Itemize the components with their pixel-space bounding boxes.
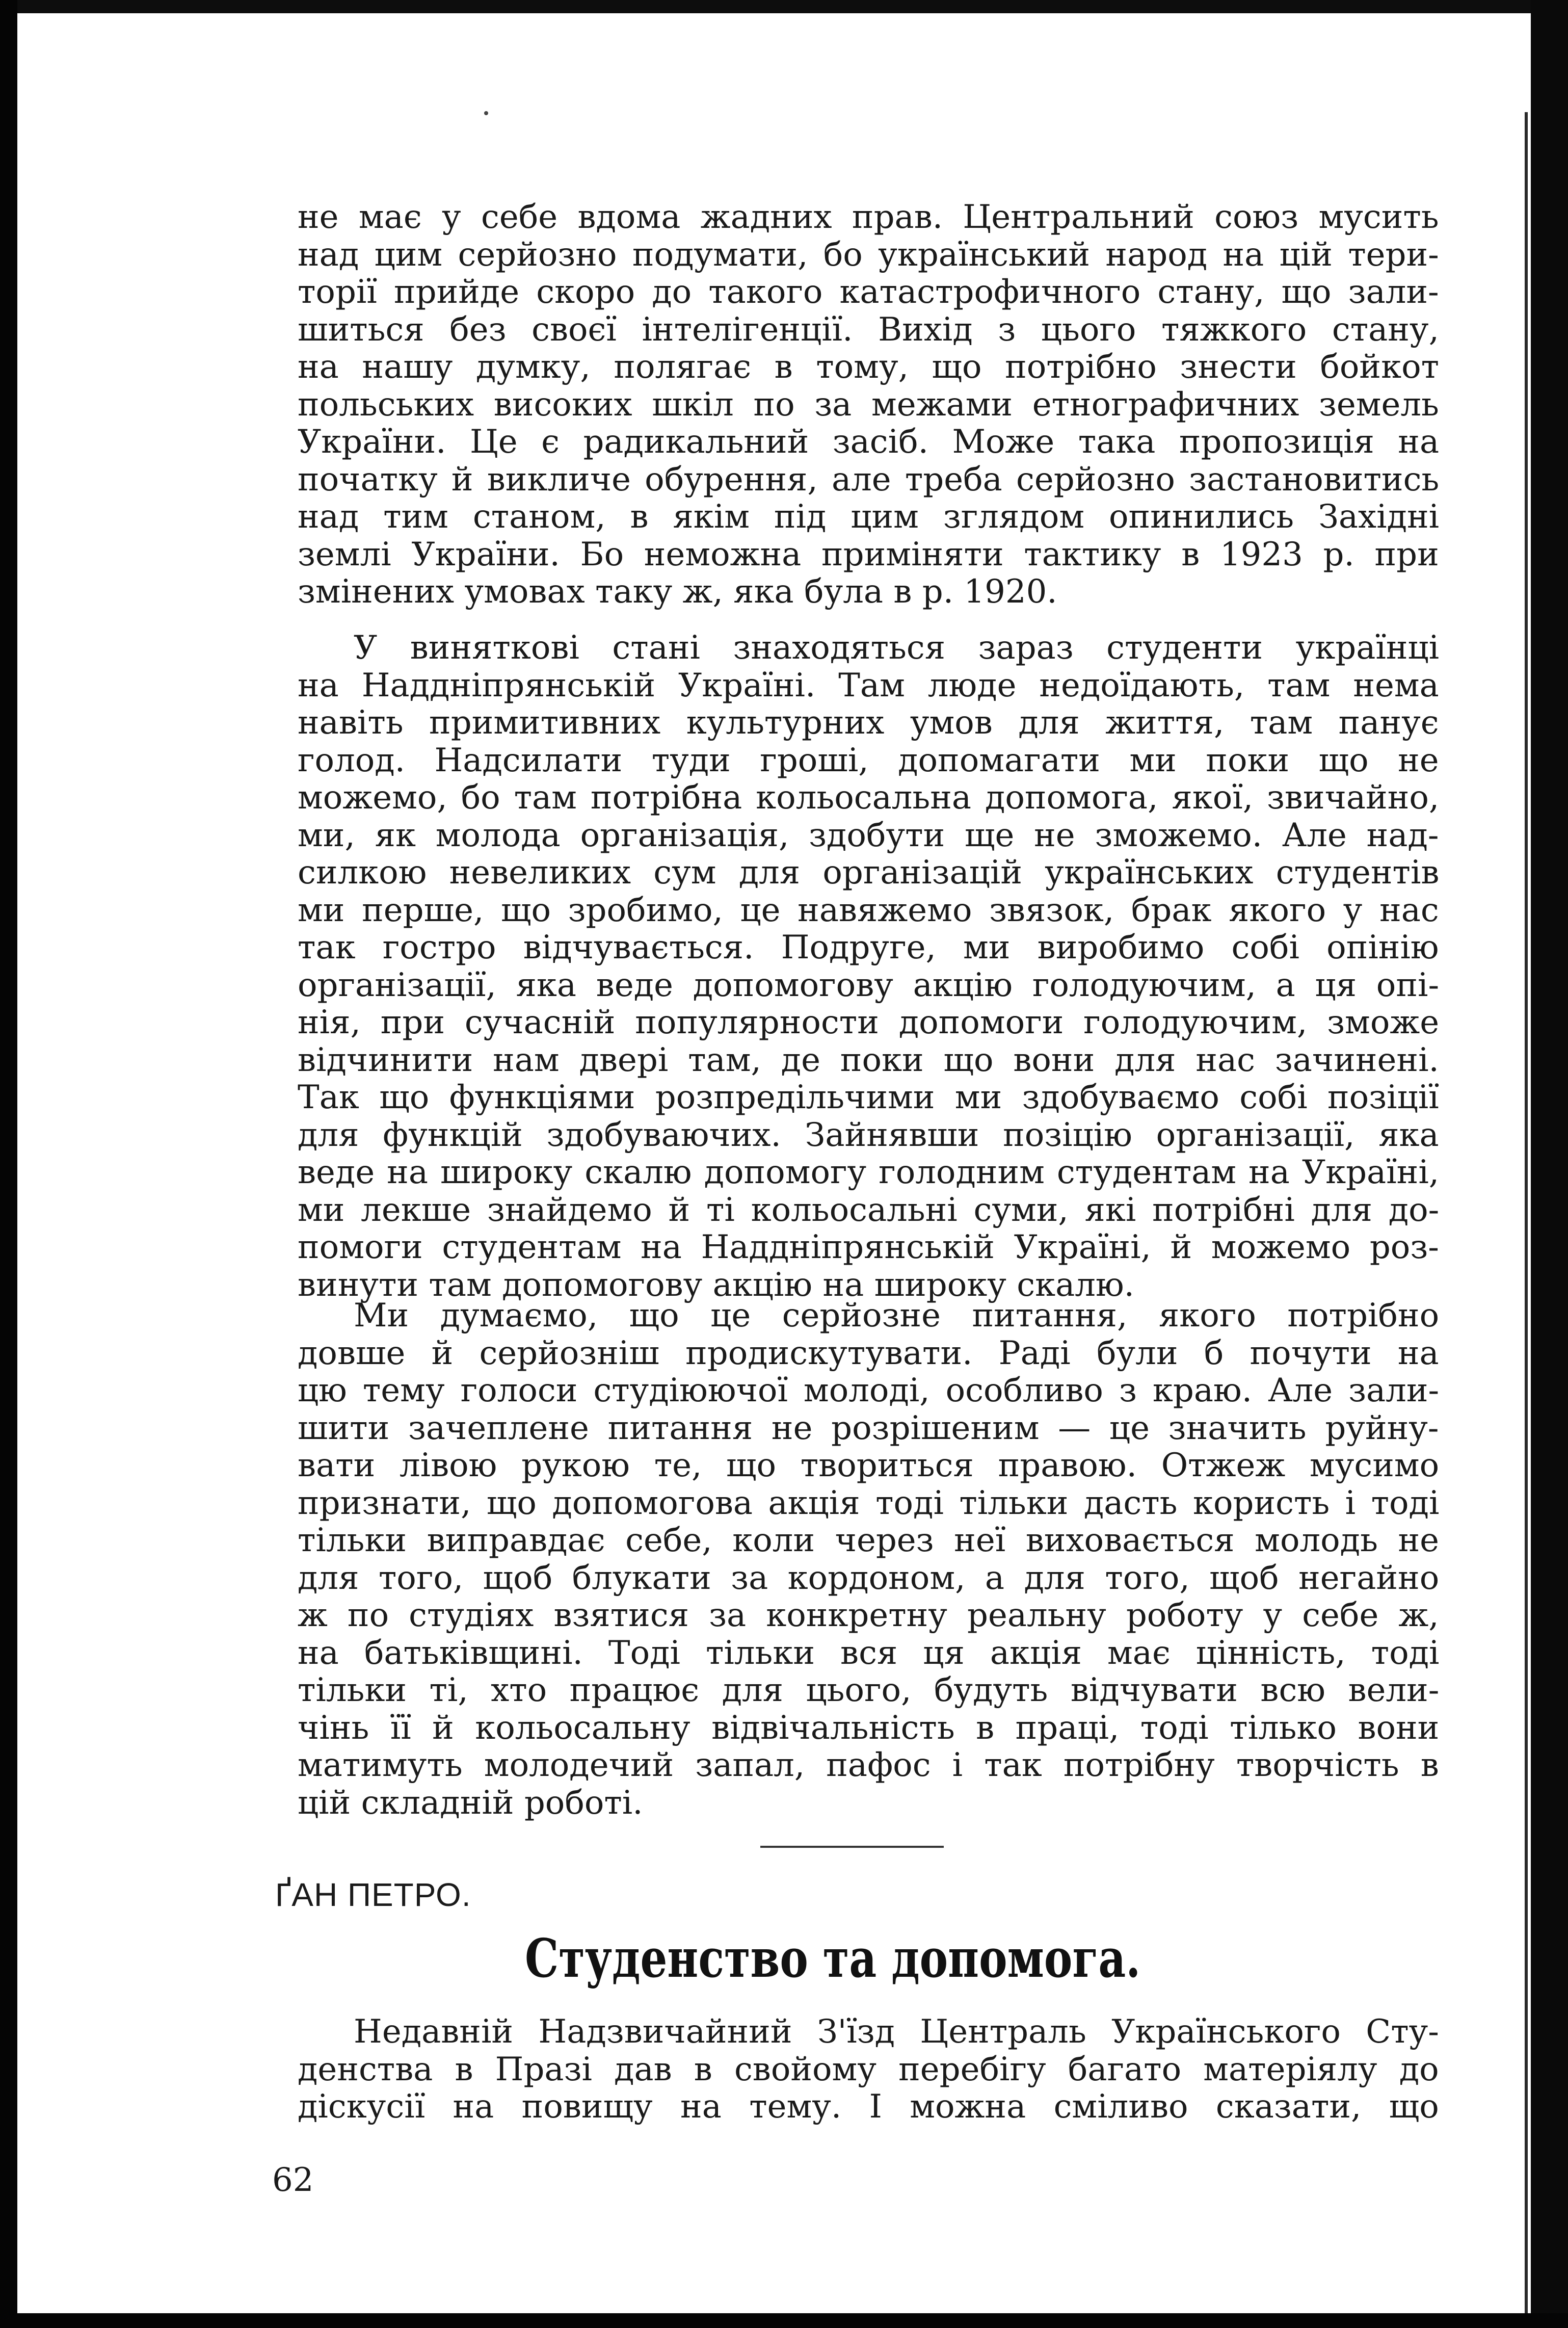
text-line: України. Це є радикальний засіб. Може така пропозиція на [298, 424, 1439, 461]
text-line: признати, що допомогова акція тоді тільки дасть користь і тоді [298, 1484, 1439, 1522]
text-line: тільки виправдає себе, коли через неї виховається молодь не [298, 1522, 1439, 1559]
text-line: веде на широку скалю допомогу голодним студентам на Україні, [298, 1154, 1439, 1191]
paragraph-1 [298, 199, 1439, 611]
text-line: ми перше, що зробимо, це навяжемо звязок, брак якого у нас [298, 892, 1439, 929]
text-line: ми, як молода організація, здобути ще не зможемо. Але над- [298, 817, 1439, 854]
text-line: чінь її й кольосальну відвічальність в праці, тоді тілько вони [298, 1709, 1439, 1747]
text-line: Ми думаємо, що це серйозне питання, якого потрібно [354, 1297, 1439, 1335]
scan-left-border [0, 0, 17, 2328]
page-number: 62 [272, 2161, 314, 2199]
text-line: Так що функціями розпредільчими ми здобуваємо собі позіції [298, 1079, 1439, 1116]
text-line: У виняткові стані знаходяться зараз студенти українці [354, 630, 1439, 667]
text-line: можемо, бо там потрібна кольосальна допомога, якої, звичайно, [298, 779, 1439, 817]
text-line: винути там допомогову акцію на широку скалю. [298, 1266, 1134, 1304]
text-line: так гостро відчувається. Подруге, ми виробимо собі опінію [298, 929, 1439, 966]
text-line: торії прийде скоро до такого катастрофичного стану, що зали- [298, 274, 1439, 311]
text-line: не має у себе вдома жадних прав. Центральний союз мусить [298, 199, 1439, 236]
text-line: землі України. Бо неможна приміняти тактику в 1923 р. при [298, 536, 1439, 573]
article-title: Студенство та допомога. [525, 1927, 1141, 1990]
text-line: змінених умовах таку ж, яка була в р. 1920. [298, 573, 1057, 611]
text-line: голод. Надсилати туди гроші, допомагати ми поки що не [298, 742, 1439, 779]
text-line: діскусії на повищу на тему. І можна сміливо сказати, що [298, 2088, 1439, 2126]
text-line: тільки ті, хто працює для цього, будуть відчувати всю вели- [298, 1672, 1439, 1709]
text-line: ж по студіях взятися за конкретну реальну роботу у себе ж, [298, 1597, 1439, 1634]
text-line: над тим станом, в якім під цим зглядом опинились Західні [298, 499, 1439, 536]
text-line: на батьківщині. Тоді тільки вся ця акція має цінність, тоді [298, 1634, 1439, 1672]
text-line: вати лівою рукою те, що твориться правою. Отжеж мусимо [298, 1447, 1439, 1484]
text-line: для функцій здобуваючих. Зайнявши позіцію організації, яка [298, 1116, 1439, 1154]
text-line: денства в Празі дав в свойому перебігу багато матеріялу до [298, 2051, 1439, 2088]
text-line: помоги студентам на Наддніпрянській Україні, й можемо роз- [298, 1229, 1439, 1266]
text-line: шиться без своєї інтелігенції. Вихід з цього тяжкого стану, [298, 311, 1439, 349]
text-line: над цим серйозно подумати, бо український народ на цій тери- [298, 236, 1439, 274]
text-line: ми лекше знайдемо й ті кольосальні суми, які потрібні для до- [298, 1191, 1439, 1229]
article-intro [298, 2013, 1439, 2126]
text-line: цю тему голоси студіюючої молоді, особливо з краю. Але зали- [298, 1372, 1439, 1409]
paragraph-3 [298, 1297, 1439, 1822]
scan-right-border [1531, 0, 1568, 2328]
scan-speck [484, 111, 488, 115]
text-line: матимуть молодечий запал, пафос і так потрібну творчість в [298, 1747, 1439, 1784]
text-line: шити зачеплене питання не розрішеним — це значить руйну- [298, 1409, 1439, 1447]
page-stack-edge [1525, 112, 1528, 2319]
article-author: ҐАН ПЕТРО. [275, 1876, 471, 1913]
text-line: цій складній роботі. [298, 1784, 643, 1822]
text-line: на Наддніпрянській Україні. Там люде недоїдають, там нема [298, 667, 1439, 704]
text-line: початку й викличе обурення, але треба серйозно застановитись [298, 461, 1439, 499]
text-line: довше й серйозніш продискутувати. Раді були б почути на [298, 1335, 1439, 1372]
text-line: нія, при сучасній популярности допомоги голодуючим, зможе [298, 1004, 1439, 1041]
text-line: відчинити нам двері там, де поки що вони для нас зачинені. [298, 1041, 1439, 1079]
text-line: навіть примитивних культурних умов для життя, там панує [298, 704, 1439, 742]
text-line: на нашу думку, полягає в тому, що потрібно знести бойкот [298, 349, 1439, 386]
section-divider [760, 1846, 944, 1848]
scan-bottom-border [0, 2313, 1568, 2328]
text-line: Недавній Надзвичайний З'їзд Централь Українського Сту- [354, 2013, 1439, 2051]
text-line: організації, яка веде допомогову акцію голодуючим, а ця опі- [298, 966, 1439, 1004]
text-line: польських високих шкіл по за межами етнографичних земель [298, 386, 1439, 424]
text-line: силкою невеликих сум для організацій українських студентів [298, 854, 1439, 892]
text-line: для того, щоб блукати за кордоном, а для того, щоб негайно [298, 1559, 1439, 1597]
paragraph-2 [298, 630, 1439, 1304]
